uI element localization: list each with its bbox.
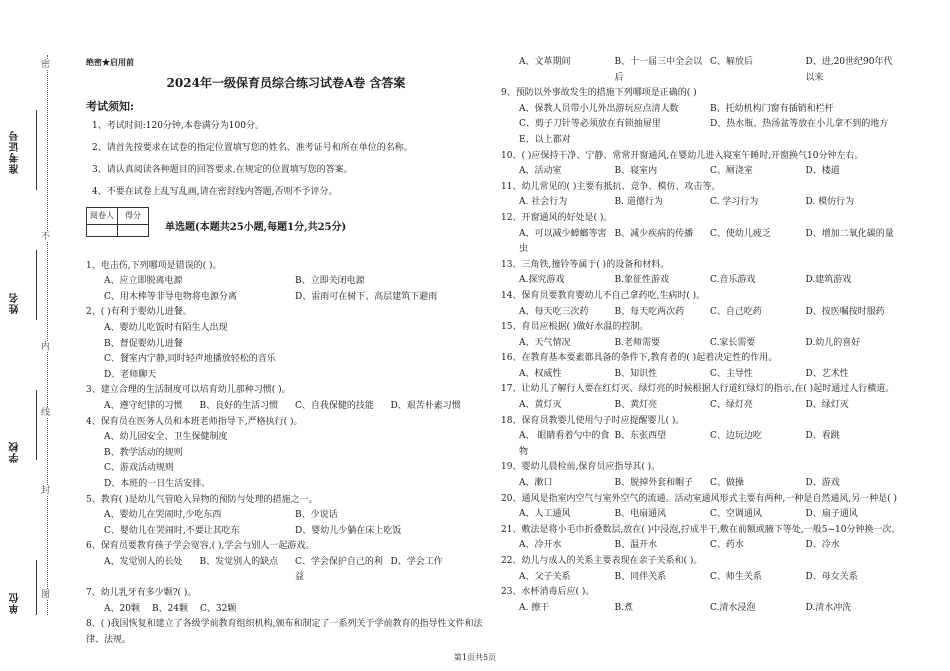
question bbox=[501, 351, 901, 382]
question bbox=[501, 289, 901, 320]
answer-option[interactable]: A、人工通风 bbox=[519, 509, 571, 520]
answer-option[interactable]: C、绿灯亮 bbox=[710, 400, 753, 411]
option-row bbox=[519, 507, 901, 523]
question-text: 2、( )有利于婴幼儿进餐。 bbox=[86, 307, 192, 318]
answer-option[interactable]: B.煮 bbox=[614, 602, 633, 613]
question bbox=[86, 617, 486, 648]
answer-option[interactable]: B、十一届三中全会以后 bbox=[614, 57, 703, 83]
option-row bbox=[519, 102, 901, 118]
binding-strip bbox=[0, 0, 60, 671]
option-row bbox=[104, 508, 486, 524]
score-table bbox=[86, 207, 149, 237]
answer-option[interactable]: B、减少疾病的传播 bbox=[614, 228, 694, 239]
answer-option[interactable]: D. 模仿行为 bbox=[805, 197, 855, 208]
score-cell[interactable] bbox=[118, 224, 149, 236]
question-text: 19、婴幼儿晨检前,保育员应指导其( )。 bbox=[501, 462, 661, 473]
seal-char: 图 bbox=[41, 590, 51, 600]
option-row bbox=[519, 55, 901, 86]
question-text: 18、保育员教婴儿使用勺子时应提醒婴儿( )。 bbox=[501, 415, 685, 426]
option-row bbox=[104, 399, 486, 415]
question bbox=[86, 586, 486, 617]
answer-option[interactable]: D、楼道 bbox=[805, 166, 840, 177]
answer-option[interactable]: D.建筑游戏 bbox=[805, 275, 852, 286]
answer-option[interactable]: D、看跳 bbox=[805, 431, 840, 442]
question-text: 7、幼儿乳牙有多少颗?( )。 bbox=[86, 588, 197, 599]
grader-cell[interactable] bbox=[87, 224, 118, 236]
question bbox=[86, 415, 486, 493]
right-column bbox=[501, 55, 901, 616]
answer-option[interactable]: C、师生关系 bbox=[710, 571, 762, 582]
left-column bbox=[86, 55, 486, 648]
question-text: 22、幼儿与成人的关系主要表现在亲子关系和( )。 bbox=[501, 556, 703, 566]
seal-char: 不 bbox=[41, 232, 51, 242]
question-text: 23、水杯消毒后应( )。 bbox=[501, 587, 595, 598]
option-row bbox=[519, 227, 901, 258]
option-row bbox=[519, 305, 901, 321]
question bbox=[501, 180, 901, 211]
answer-option[interactable]: A、20颗 bbox=[104, 603, 140, 614]
answer-option[interactable]: D、绿灯灭 bbox=[805, 400, 849, 411]
answer-option[interactable]: B、同伴关系 bbox=[614, 571, 667, 582]
answer-option[interactable]: C、厕浇室 bbox=[710, 166, 753, 177]
option-row bbox=[104, 524, 486, 540]
answer-option[interactable]: D、艺术性 bbox=[805, 368, 849, 379]
answer-option[interactable]: C. 学习行为 bbox=[710, 197, 759, 208]
question bbox=[501, 382, 901, 413]
answer-option[interactable]: D、冷水 bbox=[805, 540, 840, 551]
option-row bbox=[104, 274, 486, 290]
answer-option[interactable]: A、保教人员带小儿外出游玩应点清人数 bbox=[519, 103, 679, 114]
question-text: 9、预防以外事故发生的措施下列哪项是正确的( ) bbox=[501, 88, 697, 99]
answer-option[interactable]: C、餐室内宁静,同时轻声地播放轻松的音乐 bbox=[104, 354, 276, 365]
seal-char: 线 bbox=[41, 408, 51, 418]
question-text: 20、通风是指室内空气与室外空气的流通。活动室通风形式主要有两种,一种是自然通风,另一种是( ) bbox=[501, 493, 898, 504]
question-text: 14、保育员要教育婴幼儿不自己拿药吃,生病时( )。 bbox=[501, 290, 706, 301]
unit-label: 单位 bbox=[10, 592, 21, 614]
option-row bbox=[519, 164, 901, 180]
option-row bbox=[519, 367, 901, 383]
answer-option[interactable]: A、遵守纪律的习惯 bbox=[104, 400, 183, 411]
option-row bbox=[519, 117, 901, 133]
answer-option[interactable]: D、婴幼儿少躺在床上吃饭 bbox=[295, 525, 402, 536]
answer-option[interactable]: C、学会保护自己的利益 bbox=[295, 556, 383, 583]
answer-option[interactable]: B、黄灯亮 bbox=[614, 400, 658, 411]
option-row bbox=[104, 555, 486, 586]
question-text: 8、( )我国恢复和建立了各级学前教育组织机构,颁布和制定了一系列关于学前教育的指导性文件和法律、法规。 bbox=[86, 619, 483, 645]
seal-char: 封 bbox=[41, 486, 51, 496]
score-row bbox=[86, 207, 486, 237]
answer-option[interactable]: B、温开水 bbox=[614, 540, 658, 551]
answer-option[interactable]: B、良好的生活习惯 bbox=[199, 400, 279, 411]
answer-option[interactable]: E、以上都对 bbox=[519, 134, 571, 145]
answer-option[interactable]: C、婴幼儿在哭闹时,不要让其吃东 bbox=[104, 525, 240, 536]
answer-option[interactable]: C、游戏活动规则 bbox=[104, 463, 174, 474]
question-text: 4、保育员在医务人员和本班老师指导下,严格执行( )。 bbox=[86, 416, 303, 427]
option-row bbox=[519, 429, 901, 460]
secret-mark: 绝密★启用前 bbox=[86, 57, 134, 67]
question bbox=[86, 383, 486, 414]
question bbox=[501, 523, 901, 554]
question bbox=[501, 258, 901, 289]
question-text: 21、敷法是将小毛巾折叠数层,放在( )中浸泡,拧成半干,敷在前额或腋下等处,一般5~10分钟换一次。 bbox=[501, 524, 901, 535]
name-label: 姓名 bbox=[10, 292, 21, 314]
question bbox=[86, 539, 486, 586]
option-row bbox=[519, 601, 901, 617]
question bbox=[501, 320, 901, 351]
answer-option[interactable]: A、父子关系 bbox=[519, 571, 571, 582]
answer-option[interactable]: D、增加二氧化碳的量 bbox=[805, 228, 894, 239]
option-row bbox=[519, 476, 901, 492]
option-row bbox=[519, 570, 901, 586]
answer-option[interactable]: A、黄灯灭 bbox=[519, 400, 562, 411]
answer-option[interactable]: A、婴幼儿在哭闹时,少吃东西 bbox=[104, 510, 222, 521]
answer-option[interactable]: B、知识性 bbox=[614, 368, 658, 379]
option-row bbox=[519, 538, 901, 554]
question-text: 16、在教育基本要素都具备的条件下,教育者的( )起着决定性的作用。 bbox=[501, 353, 778, 364]
left-question-list bbox=[86, 259, 486, 649]
answer-option[interactable]: D、母女关系 bbox=[805, 571, 858, 582]
question bbox=[501, 585, 901, 616]
option-row bbox=[519, 195, 901, 211]
option-row bbox=[104, 602, 486, 618]
answer-option[interactable]: D、热水瓶、热汤盆等放在小儿拿不到的地方 bbox=[710, 119, 889, 130]
answer-option[interactable]: B、东张西望 bbox=[614, 431, 667, 442]
notice-item: 1、考试时间:120分钟,本卷满分为100分。 bbox=[92, 121, 264, 131]
answer-option[interactable]: C、剪子刀针等必须放在有锁抽屉里 bbox=[519, 119, 661, 130]
answer-option[interactable]: C、做操 bbox=[710, 478, 744, 489]
answer-option[interactable]: B、教学活动的规则 bbox=[104, 447, 183, 458]
exam-title: 2024年一级保育员综合练习试卷A卷 含答案 bbox=[166, 76, 406, 90]
answer-option[interactable]: B、电扇通风 bbox=[614, 509, 667, 520]
answer-option[interactable]: B、寝室内 bbox=[614, 166, 658, 177]
answer-option[interactable]: D、学会工作 bbox=[390, 556, 443, 567]
option-row bbox=[519, 273, 901, 289]
question-text: 5、教育( )是幼儿气管呛入异物的预防与处理的措施之一。 bbox=[86, 494, 318, 505]
answer-option[interactable]: A、可以减少蟑螂等害虫 bbox=[519, 228, 607, 255]
answer-option[interactable]: A、漱口 bbox=[519, 478, 553, 489]
answer-option[interactable]: B、发觉别人的缺点 bbox=[199, 556, 279, 567]
question-text: 13、三角铁,撞铃等属于( )的设备和材料。 bbox=[501, 259, 670, 270]
answer-option[interactable]: D、扇子通风 bbox=[805, 509, 858, 520]
question bbox=[501, 414, 901, 461]
answer-option[interactable]: C、用木棒等非导电物将电源分离 bbox=[104, 291, 237, 302]
answer-option[interactable]: B.象征性游戏 bbox=[614, 275, 669, 286]
answer-option[interactable]: D、游戏 bbox=[805, 478, 840, 489]
school-field[interactable] bbox=[36, 390, 37, 460]
answer-option[interactable]: B、脱掉外套和帽子 bbox=[614, 478, 694, 489]
question-text: 3、建立合理的生活制度可以培育幼儿那种习惯( )。 bbox=[86, 385, 291, 396]
option-row bbox=[519, 398, 901, 414]
option-row bbox=[104, 290, 486, 306]
question-text: 11、幼儿常见的( )主要有抵抗、竞争、模仿、攻击等。 bbox=[501, 181, 721, 192]
question bbox=[86, 493, 486, 540]
question-text: 6、保育员要教育孩子学会宽容,( ),学会与别人一起游戏。 bbox=[86, 541, 315, 552]
answer-option[interactable]: D、老师聊天 bbox=[104, 369, 157, 380]
exam-no-field[interactable] bbox=[36, 110, 37, 190]
answer-option[interactable]: A、 眼睛看着勺中的食物 bbox=[519, 431, 610, 457]
answer-option[interactable]: A、幼儿园安全、卫生保健制度 bbox=[104, 432, 228, 443]
school-label: 学校 bbox=[10, 441, 21, 463]
answer-option[interactable]: D、按医嘱按时服药 bbox=[805, 306, 885, 317]
answer-option[interactable]: C.音乐游戏 bbox=[710, 275, 756, 286]
answer-option[interactable]: C、使幼儿疲乏 bbox=[710, 228, 771, 239]
right-question-list bbox=[501, 55, 901, 616]
answer-option[interactable]: A、活动室 bbox=[519, 166, 562, 177]
answer-option[interactable]: B、督促婴幼儿进餐 bbox=[104, 338, 183, 349]
answer-option[interactable]: A. 社会行为 bbox=[519, 197, 568, 208]
score-table-header-grader: 阅卷人 bbox=[87, 208, 118, 225]
seal-char: 内 bbox=[41, 342, 51, 352]
notice-item: 2、请首先按要求在试卷的指定位置填写您的姓名、准考证号和所在单位的名称。 bbox=[92, 143, 413, 153]
page-footer: 第1页共5页 bbox=[453, 653, 497, 662]
exam-no-label: 准考证号 bbox=[10, 130, 21, 174]
question bbox=[501, 211, 901, 258]
answer-option[interactable]: B、每天吃两次药 bbox=[614, 306, 685, 317]
answer-option[interactable]: A、婴幼儿吃饭时有陌生人出现 bbox=[104, 322, 228, 333]
answer-option[interactable]: D、艰苦朴素习惯 bbox=[390, 400, 461, 411]
question-text: 1、电击伤,下列哪项是错误的( )。 bbox=[86, 260, 222, 271]
answer-option[interactable]: D.幼儿的喜好 bbox=[805, 337, 861, 348]
answer-option[interactable]: D、本班的一日生活安排。 bbox=[104, 478, 211, 489]
seal-char: 密 bbox=[41, 60, 51, 70]
option-row bbox=[519, 133, 901, 149]
answer-option[interactable]: C、32颗 bbox=[200, 603, 237, 614]
answer-option[interactable]: B、托幼机构门窗有插销和栏杆 bbox=[710, 103, 834, 114]
answer-option[interactable]: C、药水 bbox=[710, 540, 744, 551]
answer-option[interactable]: C、空调通风 bbox=[710, 509, 762, 520]
question-text: 12、开窗通风的好处是( )。 bbox=[501, 212, 613, 223]
notice-item: 3、请认真阅读各种题目的回答要求,在规定的位置填写您的答案。 bbox=[92, 165, 353, 175]
question bbox=[501, 460, 901, 491]
answer-option[interactable]: B.老师需要 bbox=[614, 337, 660, 348]
question bbox=[86, 305, 486, 383]
answer-option[interactable]: A、冷开水 bbox=[519, 540, 562, 551]
section-title: 单选题(本题共25小题,每题1分,共25分) bbox=[165, 221, 347, 233]
question bbox=[501, 55, 901, 86]
answer-option[interactable]: A、发觉别人的长处 bbox=[104, 556, 183, 567]
notice-list bbox=[86, 119, 486, 200]
unit-field[interactable] bbox=[36, 560, 37, 615]
question-text: 17、让幼儿了解行人要在红灯灭、绿灯亮的时候根据人行道红绿灯的指示,在( )起时通过人行横道。 bbox=[501, 384, 895, 395]
question-text: 15、育员应根据( )做好水温的控制。 bbox=[501, 322, 649, 333]
answer-option[interactable]: A、天气情况 bbox=[519, 337, 571, 348]
question bbox=[501, 492, 901, 523]
answer-option[interactable]: C、解放后 bbox=[710, 57, 753, 67]
answer-option[interactable]: A. 擦干 bbox=[519, 602, 550, 613]
answer-option[interactable]: C、主导性 bbox=[710, 368, 753, 379]
question-text: 10、( )应保持干净、宁静、常常开窗通风,在婴幼儿进入寝室午睡时,开窗换气10分钟左右。 bbox=[501, 150, 864, 161]
answer-option[interactable]: D、进,20世纪90年代以来 bbox=[805, 57, 893, 83]
question bbox=[86, 259, 486, 306]
answer-option[interactable]: D.清水冲洗 bbox=[805, 602, 852, 613]
answer-option[interactable]: A.探究游戏 bbox=[519, 275, 565, 286]
question bbox=[501, 149, 901, 180]
score-table-header-score: 得分 bbox=[118, 208, 149, 225]
answer-option[interactable]: A、权威性 bbox=[519, 368, 562, 379]
answer-option[interactable]: C.清水浸泡 bbox=[710, 602, 756, 613]
name-field[interactable] bbox=[36, 250, 37, 320]
answer-option[interactable]: B、立即关闭电源 bbox=[295, 276, 365, 287]
seal-line bbox=[47, 55, 48, 615]
question bbox=[501, 86, 901, 148]
question bbox=[501, 554, 901, 585]
answer-option[interactable]: A、每天吃三次药 bbox=[519, 306, 589, 317]
notice-item: 4、不要在试卷上乱写乱画,请在密封线内答题,否则不予评分。 bbox=[92, 187, 338, 197]
answer-option[interactable]: C、边玩边吃 bbox=[710, 431, 762, 442]
answer-option[interactable]: A、应立即脱离电源 bbox=[104, 276, 183, 287]
answer-option[interactable]: C、自我保健的技能 bbox=[295, 400, 374, 411]
answer-option[interactable]: B、24颗 bbox=[151, 603, 189, 614]
answer-option[interactable]: C.家长需要 bbox=[710, 337, 756, 348]
answer-option[interactable]: B. 道德行为 bbox=[614, 197, 663, 208]
answer-option[interactable]: A、文革期间 bbox=[519, 57, 571, 67]
notice-heading: 考试须知: bbox=[86, 100, 135, 113]
answer-option[interactable]: C、自己吃药 bbox=[710, 306, 762, 317]
answer-option[interactable]: B、少说话 bbox=[295, 510, 338, 521]
option-row bbox=[519, 336, 901, 352]
answer-option[interactable]: D、雷雨可在树下、高层建筑下避雨 bbox=[295, 291, 438, 302]
